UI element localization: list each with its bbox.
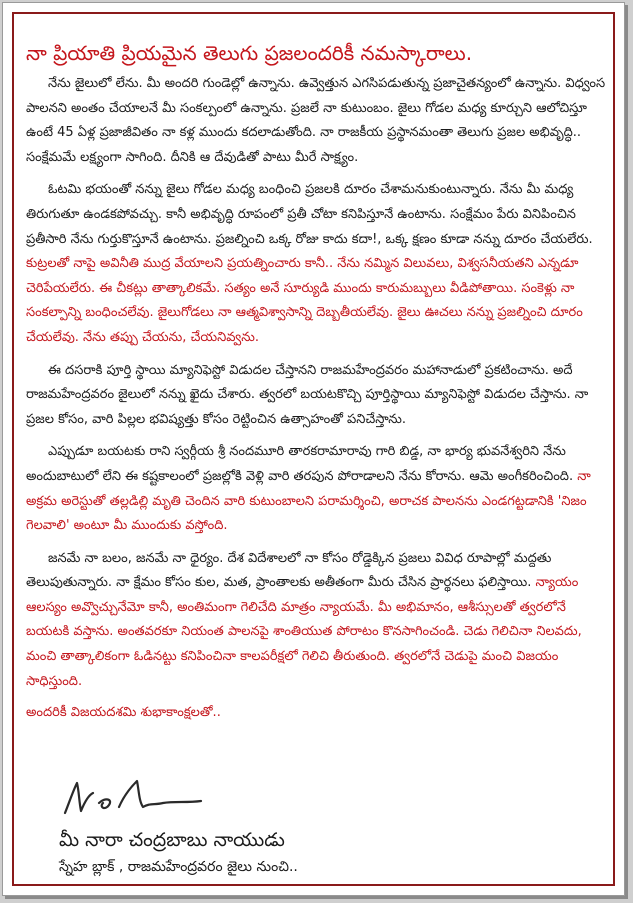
signatory-name: మీ నారా చంద్రబాబు నాయుడు <box>59 829 285 851</box>
letter-body <box>26 72 607 694</box>
paragraph-4 <box>26 440 607 538</box>
letter-border <box>12 12 615 886</box>
signature-image <box>59 773 209 821</box>
paragraph-1: నేను జైలులో లేను. మీ అందరి గుండెల్లో ఉన్నాను. ఉవ్వెత్తున ఎగసిపడుతున్న ప్రజాచైతన్యంలో ఉన్నాను. విధ్వంస పాలనని అంతం చేయాలనే మీ సంకల్పంలో ఉన్నాను. ప్రజలే నా కుటుంబం. జైలు గోడల మధ్య కూర్చుని ఆలోచిస్తూ ఉంటే 45 ఏళ్ల ప్రజాజీవితం నా కళ్ల ముందు కదలాడుతోంది. నా రాజకీయ ప్రస్థానమంతా తెలుగు ప్రజల అభివృద్ధి.. సంక్షేమమే లక్ష్యంగా సాగింది. దీనికి ఆ దేవుడితో పాటు మీరే సాక్ష్యం. <box>26 76 606 165</box>
paragraph-2-black-text: ఓటమి భయంతో నన్ను జైలు గోడల మధ్య బంధించి ప్రజలకి దూరం చేశామనుకుంటున్నారు. నేను మీ మధ్య తిరుగుతూ ఉండకపోవచ్చు. కానీ అభివృద్ధి రూపంలో ప్రతీ చోటా కనిపిస్తూనే ఉంటాను. సంక్షేమం పేరు వినిపించిన ప్రతీసారి నేను గుర్తుకొస్తూనే ఉంటాను. ప్రజల్నించి ఒక్క రోజు కాదు కదా!, ఒక్క క్షణం కూడా నన్ను దూరం చేయలేరు. <box>26 182 593 247</box>
letter-heading: నా ప్రియాతి ప్రియమైన తెలుగు ప్రజలందరికీ నమస్కారాలు. <box>26 41 473 65</box>
letter-page <box>2 2 625 896</box>
paragraph-5 <box>26 547 607 695</box>
paragraph-4-red-text: నా అక్రమ అరెస్టుతో తల్లడిల్లి మృతి చెందిన వారి కుటుంబాలని పరామర్శించి, అరాచక పాలనను ఎండగట్టడానికి 'నిజం గెలవాలి' అంటూ మీ ముందుకు వస్తోంది. <box>26 468 591 534</box>
paragraph-5-red-text: న్యాయం ఆలస్యం అవ్వొచ్చునేమో కానీ, అంతిమంగా గెలిచేది మాత్రం న్యాయమే. మీ అభిమానం, ఆశీస్సులతో త్వరలోనే బయటకి వస్తాను. అంతవరకూ నియంత పాలనపై శాంతియుత పోరాటం కొనసాగించండి. చెడు గెలిచినా నిలవదు, మంచి తాత్కాలికంగా ఓడినట్టు కనిపించినా కాలపరీక్షలో గెలిచి తీరుతుంది. త్వరలోనే చెడుపై మంచి విజయం సాధిస్తుంది. <box>26 575 582 689</box>
paragraph-2-red-text: కుట్రలతో నాపై అవినీతి ముద్ర వేయాలని ప్రయత్నించారు కానీ.. నేను నమ్మిన విలువలు, విశ్వసనీయతని ఎన్నడూ చెరిపేయలేరు. ఈ చీకట్లు తాత్కాలికమే. సత్యం అనే సూర్యుడి ముందు కారుమబ్బులు వీడిపోతాయి. సంకెళ్లు నా సంకల్పాన్ని బంధించలేవు. జైలుగోడలు నా ఆత్మవిశ్వాసాన్ని దెబ్బతీయలేవు. జైలు ఊచలు నన్ను ప్రజల్నించి దూరం చేయలేవు. నేను తప్పు చేయను, చేయనివ్వను. <box>26 256 583 345</box>
paragraph-5-black-text: జనమే నా బలం, జనమే నా ధైర్యం. దేశ విదేశాలలో నా కోసం రోడ్డెక్కిన ప్రజలు వివిధ రూపాల్లో మద్దతు తెలుపుతున్నారు. నా క్షేమం కోసం కుల, మత, ప్రాంతాలకు అతీతంగా మీరు చేసిన ప్రార్థనలు ఫలిస్తాయి. <box>26 550 552 591</box>
paragraph-4-black-text: ఎప్పుడూ బయటకు రాని స్వర్గీయ శ్రీ నందమూరి తారకరామారావు గారి బిడ్డ, నా భార్య భువనేశ్వరిని నేను అందుబాటులో లేని ఈ కష్టకాలంలో ప్రజల్లోకి వెళ్లి వారి తరపున పోరాడాలని నేను కోరాను. ఆమె అంగీకరించింది. <box>26 444 574 484</box>
paragraph-3: ఈ దసరాకి పూర్తి స్థాయి మ్యానిఫెస్టో విడుదల చేస్తానని రాజమహేంద్రవరం మహానాడులో ప్రకటించాను. అదే రాజమహేంద్రవరం జైలులో నన్ను ఖైదు చేశారు. త్వరలో బయటకొచ్చి పూర్తిస్థాయి మ్యానిఫెస్టో విడుదల చేస్తాను. నా ప్రజల కోసం, వారి పిల్లల భవిష్యత్తు కోసం రెట్టించిన ఉత్సాహంతో పనిచేస్తాను. <box>26 362 589 427</box>
greeting-line: అందరికీ విజయదశమి శుభాకాంక్షలతో.. <box>26 705 221 721</box>
signatory-location: స్నేహ బ్లాక్ , రాజమహేంద్రవరం జైలు నుంచి.. <box>59 859 298 875</box>
paragraph-2 <box>26 178 607 350</box>
